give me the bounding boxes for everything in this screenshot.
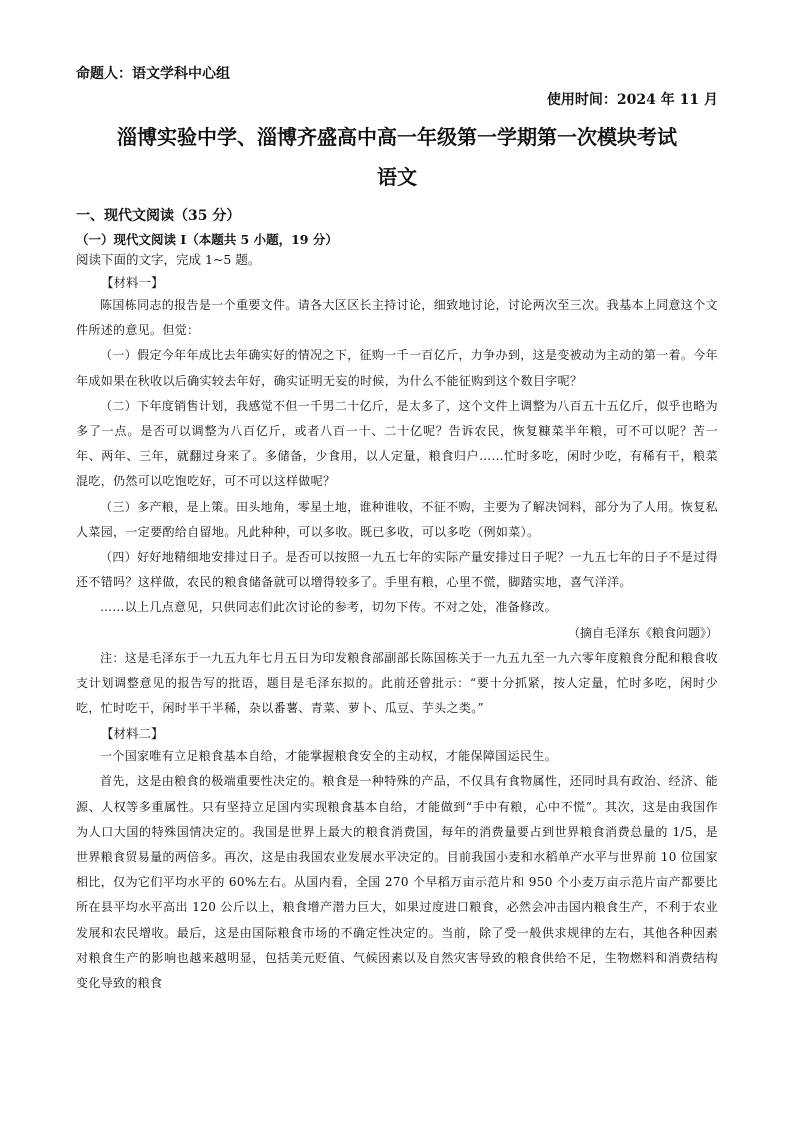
material-one-label: 【材料一】 (101, 275, 164, 290)
reading-instruction: 阅读下面的文字，完成 1~5 题。 (76, 252, 261, 267)
material-one-note: 注：这是毛泽东于一九五九年七月五日为印发粮食部副部长陈国栋关于一九五九至一九六零年度粮食分配和粮食收支计划调整意见的报告写的批语，题目是毛泽东拟的。此前还曾批示：“要十分抓紧，按人定量，忙时多吃，闲时少吃，忙时吃干，闲时半干半稀，杂以番薯、青菜、萝卜、瓜豆、芋头之类。” (76, 650, 718, 716)
material-one-paragraph: （四）好好地精细地安排过日子。是否可以按照一九五七年的实际产量安排过日子呢？一九五七年的日子不是过得还不错吗？这样做，农民的粮食储备就可以增得较多了。手里有粮，心里不慌，脚踏实地，喜气洋洋。 (76, 550, 718, 590)
material-two-label: 【材料二】 (101, 726, 164, 742)
section-heading: 一、现代文阅读（35 分） (76, 208, 241, 224)
use-time-line: 使用时间：2024 年 11 月 (546, 92, 718, 108)
material-one-paragraph: （二）下年度销售计划，我感觉不但一千男二十亿斤，是太多了，这个文件上调整为八百五十五亿斤，似乎也略为多了一点。是否可以调整为八百亿斤，或者八百一十、二十亿呢？告诉农民，恢复糠菜半年粮，可不可以呢？苦一年、两年、三年，就翻过身来了。多储备，少食用，以人定量，粮食归户……忙时多吃，闲时少吃，有稀有干，粮菜混吃，仍然可以吃饱吃好，可不可以这样做呢？ (76, 398, 718, 489)
material-two-paragraph: 首先，这是由粮食的极端重要性决定的。粮食是一种特殊的产品，不仅具有食物属性，还同时具有政治、经济、能源、人权等多重属性。只有坚持立足国内实现粮食基本自给，才能做到“手中有粮，心中不慌”。其次，这是由我国作为人口大国的特殊国情决定的。我国是世界上最大的粮食消费国，每年的消费量要占到世界粮食消费总量的 1/5，是世界粮食贸易量的两倍多。再次，这是由我国农业发展水平决定的。目前我国小麦和水稻单产水平与世界前 10 位国家相比，仅为它们平均水平的 60%左右。从国内看，全国 270 个早稻万亩示范片和 950 个小麦万亩示范片亩产都要比所在县平均水平高出 120 公斤以上，粮食增产潜力巨大，如果过度进口粮食，必然会冲击国内粮食生产，不利于农业发展和农民增收。最后，这是由国际粮食市场的不确定性决定的。当前，除了受一般供求规律的左右，其他各种因素对粮食生产的影响也越来越明显，包括美元贬值、气候因素以及自然灾害导致的粮食供给不足，生物燃料和消费结构变化导致的粮食 (76, 774, 718, 991)
material-one-source: （摘自毛泽东《粮食问题》） (567, 625, 718, 640)
author-line: 命题人：语文学科中心组 (76, 66, 230, 82)
material-one-paragraph: ……以上几点意见，只供同志们此次讨论的参考，切勿下传。不对之处，准备修改。 (100, 600, 557, 615)
subject-title: 语文 (377, 165, 417, 189)
material-two-paragraph: 一个国家唯有立足粮食基本自给，才能掌握粮食安全的主动权，才能保障国运民生。 (100, 749, 557, 764)
material-one-paragraph: 陈国栋同志的报告是一个重要文件。请各大区区长主持讨论，细致地讨论，讨论两次至三次。我基本上同意这个文件所述的意见。但觉： (76, 298, 718, 338)
subsection-heading: （一）现代文阅读 I（本题共 5 小题，19 分） (76, 232, 338, 247)
material-one-paragraph: （三）多产粮，是上策。田头地角，零星土地，谁种谁收，不征不购，主要为了解决饲料，部分为了人用。恢复私人菜园，一定要酌给自留地。凡此种种，可以多收。既已多收，可以多吃（例如菜）。 (76, 499, 718, 539)
exam-title: 淄博实验中学、淄博齐盛高中高一年级第一学期第一次模块考试 (117, 125, 677, 149)
material-one-paragraph: （一）假定今年年成比去年确实好的情况之下，征购一千一百亿斤，力争办到，这是变被动为主动的第一着。今年年成如果在秋收以后确实较去年好，确实证明无妄的时候，为什么不能征购到这个数目字呢？ (76, 348, 718, 388)
